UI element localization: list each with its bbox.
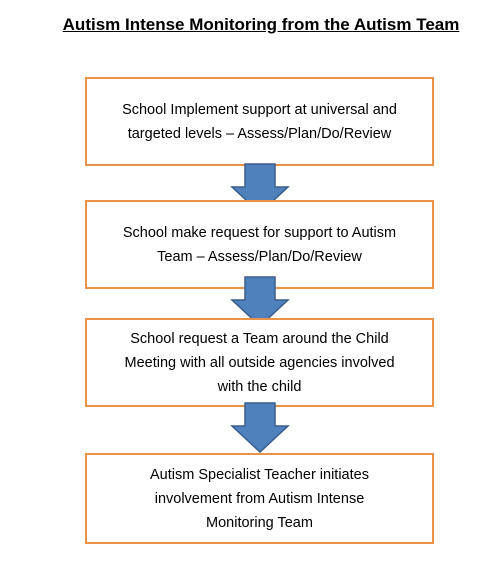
step-3-line-1: School request a Team around the Child — [130, 330, 389, 347]
step-4-box — [85, 453, 434, 544]
step-4-line-3: Monitoring Team — [206, 514, 313, 531]
step-1-text — [122, 98, 397, 146]
step-1-line-1: School Implement support at universal and — [122, 101, 397, 118]
step-2-line-2: Team – Assess/Plan/Do/Review — [157, 248, 362, 265]
step-2-line-1: School make request for support to Autism — [122, 224, 397, 241]
step-3-line-3: with the child — [217, 378, 302, 395]
step-1-line-2: targeted levels – Assess/Plan/Do/Review — [127, 125, 392, 142]
diagram-title: Autism Intense Monitoring from the Autism Team — [62, 15, 460, 34]
step-1-box — [85, 77, 434, 166]
down-arrow-icon — [230, 402, 290, 454]
step-3-text — [124, 327, 394, 399]
step-3-line-2: Meeting with all outside agencies involved — [124, 354, 395, 371]
step-4-line-2: involvement from Autism Intense — [154, 490, 365, 507]
step-4-line-1: Autism Specialist Teacher initiates — [150, 466, 369, 483]
step-2-text — [123, 221, 396, 269]
step-4-text — [150, 463, 369, 535]
step-3-box — [85, 318, 434, 407]
